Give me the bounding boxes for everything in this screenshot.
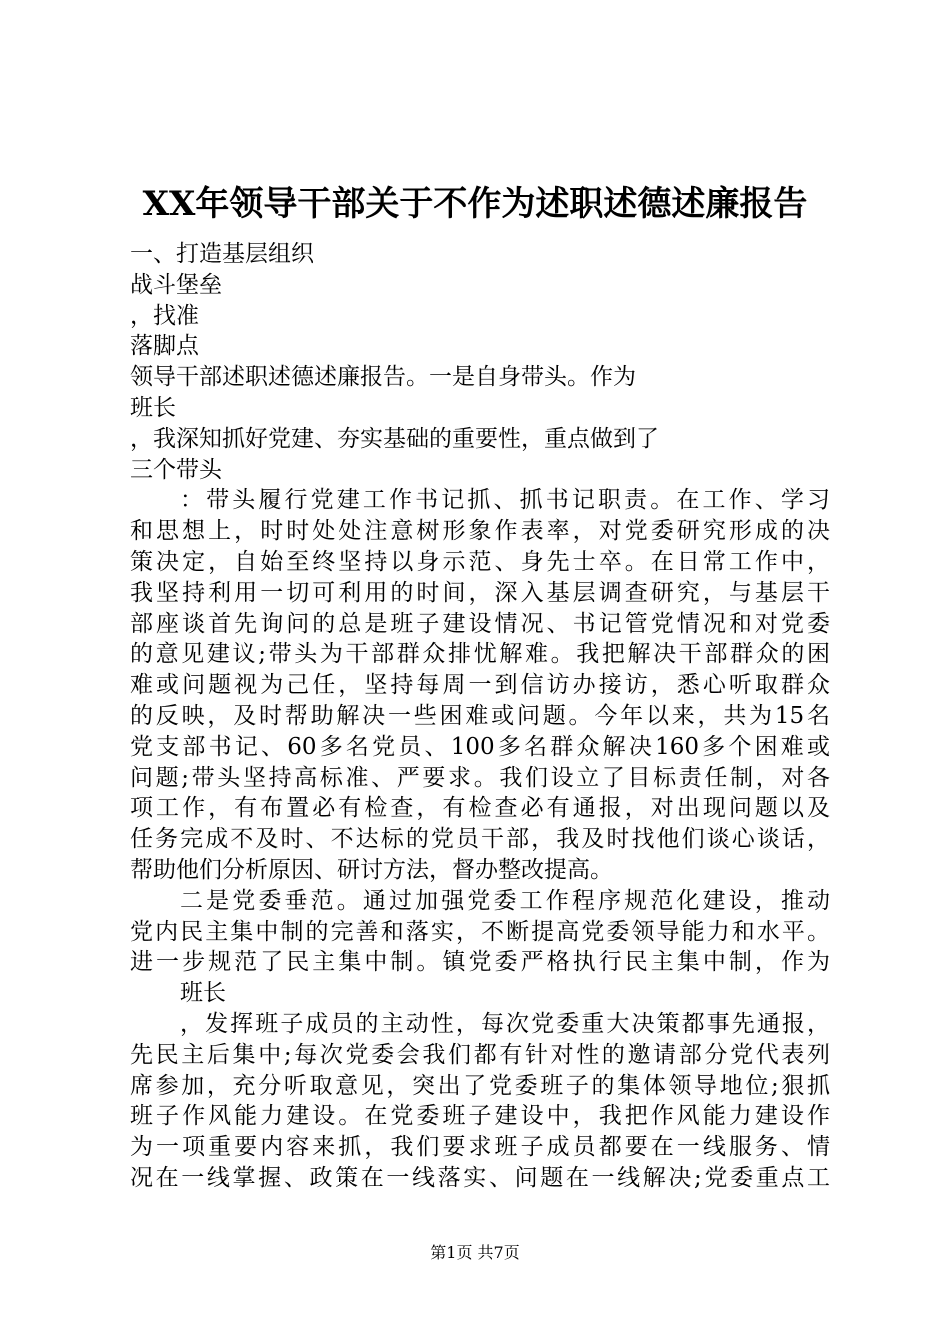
paragraph-line: 的反映，及时帮助解决一些困难或问题。今年以来，共为15名 (130, 702, 830, 729)
paragraph-line: 班长 (180, 980, 226, 1007)
paragraph-line: 席参加，充分听取意见，突出了党委班子的集体领导地位;狠抓 (130, 1072, 830, 1099)
document-body (130, 239, 830, 1194)
paragraph-line: 进一步规范了民主集中制。镇党委严格执行民主集中制，作为 (130, 949, 830, 976)
paragraph-line: ，找准 (130, 302, 199, 329)
paragraph-line: 问题;带头坚持高标准、严要求。我们设立了目标责任制，对各 (130, 764, 830, 791)
paragraph-line: 落脚点 (130, 333, 199, 360)
paragraph-line: 三个带头 (130, 456, 222, 483)
paragraph-line: 战斗堡垒 (130, 271, 222, 298)
paragraph-line: 我坚持利用一切可利用的时间，深入基层调查研究，与基层干 (130, 579, 830, 606)
paragraph-line: 领导干部述职述德述廉报告。一是自身带头。作为 (130, 364, 636, 391)
paragraph-line: 部座谈首先询问的总是班子建设情况、书记管党情况和对党委 (130, 610, 830, 637)
page-footer: 第1页 共7页 (430, 1243, 520, 1262)
paragraph-line: 先民主后集中;每次党委会我们都有针对性的邀请部分党代表列 (130, 1041, 830, 1068)
paragraph-line: ，发挥班子成员的主动性，每次党委重大决策都事先通报， (180, 1010, 830, 1037)
paragraph-line: 和思想上，时时处处注意树形象作表率，对党委研究形成的决 (130, 518, 830, 545)
paragraph-line: 策决定，自始至终坚持以身示范、身先士卒。在日常工作中， (130, 548, 830, 575)
paragraph-line: 二是党委垂范。通过加强党委工作程序规范化建设，推动 (180, 887, 830, 914)
paragraph-line: ：带头履行党建工作书记抓、抓书记职责。在工作、学习 (180, 487, 830, 514)
paragraph-line: 的意见建议;带头为干部群众排忧解难。我把解决干部群众的困 (130, 641, 830, 668)
paragraph-line: 班长 (130, 394, 176, 421)
paragraph-line: 一、打造基层组织 (130, 241, 314, 267)
paragraph-line: 难或问题视为己任，坚持每周一到信访办接访，悉心听取群众 (130, 672, 830, 699)
document-title: XX年领导干部关于不作为述职述德述廉报告 (142, 184, 808, 224)
paragraph-line: 况在一线掌握、政策在一线落实、问题在一线解决;党委重点工 (130, 1164, 830, 1191)
paragraph-line: 为一项重要内容来抓，我们要求班子成员都要在一线服务、情 (130, 1134, 830, 1161)
paragraph-line: 任务完成不及时、不达标的党员干部，我及时找他们谈心谈话， (130, 826, 830, 853)
paragraph-line: 党内民主集中制的完善和落实，不断提高党委领导能力和水平。 (130, 918, 830, 945)
paragraph-line: 党支部书记、60多名党员、100多名群众解决160多个困难或 (130, 733, 830, 760)
paragraph-line: 班子作风能力建设。在党委班子建设中，我把作风能力建设作 (130, 1103, 830, 1130)
paragraph-line: 帮助他们分析原因、研讨方法，督办整改提高。 (130, 856, 613, 883)
paragraph-line: 项工作，有布置必有检查，有检查必有通报，对出现问题以及 (130, 795, 830, 822)
paragraph-line: ，我深知抓好党建、夯实基础的重要性，重点做到了 (130, 425, 659, 452)
